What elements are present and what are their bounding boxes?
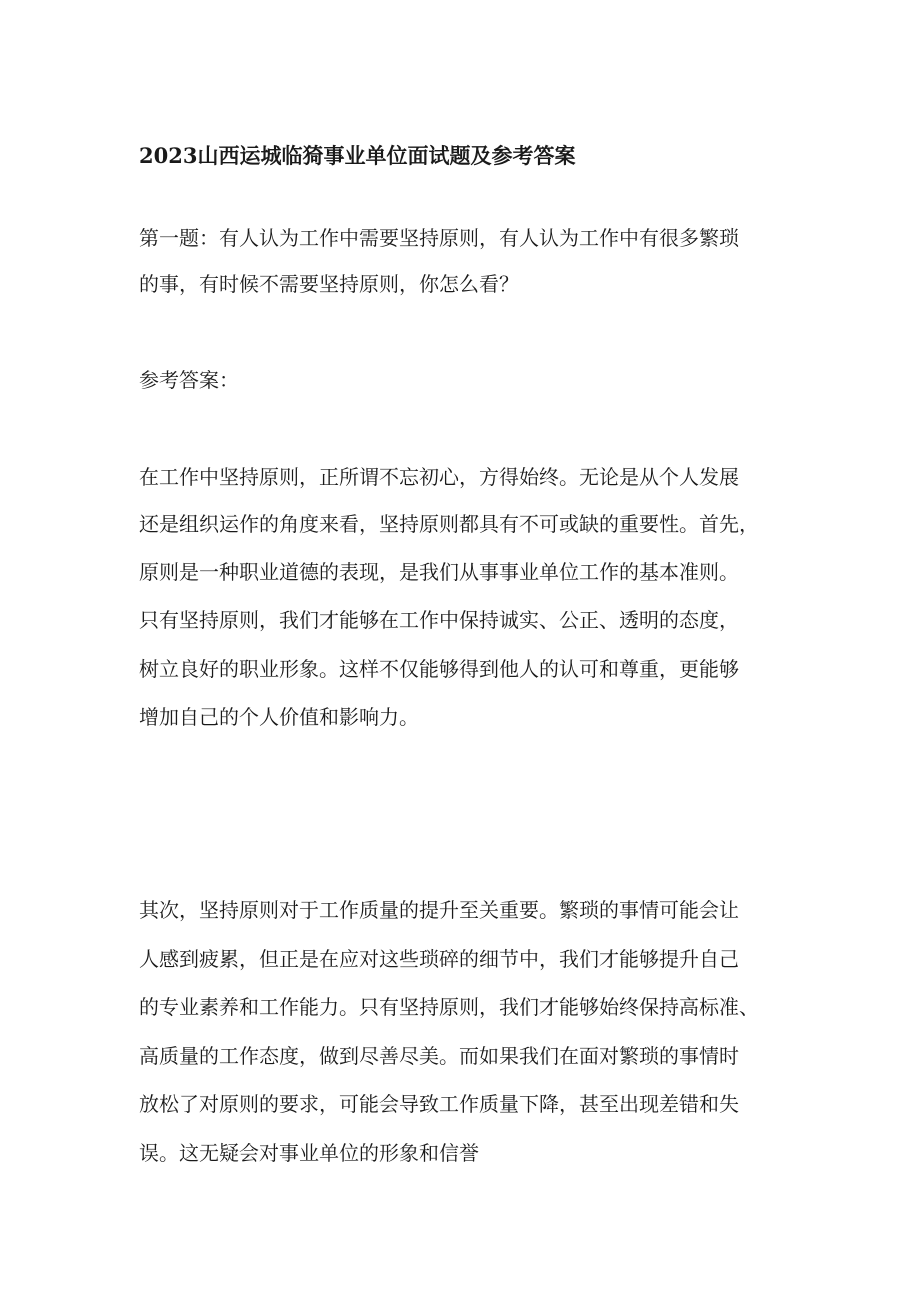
paragraph-line: 放松了对原则的要求，可能会导致工作质量下降，甚至出现差错和失 (139, 1092, 739, 1116)
paragraph-line: 的专业素养和工作能力。只有坚持原则，我们才能够始终保持高标准、 (139, 995, 759, 1019)
paragraph-line: 高质量的工作态度，做到尽善尽美。而如果我们在面对繁琐的事情时 (139, 1044, 739, 1068)
paragraph-line: 增加自己的个人价值和影响力。 (139, 705, 419, 729)
question-line: 第一题：有人认为工作中需要坚持原则，有人认为工作中有很多繁琐 (139, 226, 739, 250)
paragraph-line: 树立良好的职业形象。这样不仅能够得到他人的认可和尊重，更能够 (139, 657, 739, 681)
document-title: 2023山西运城临猗事业单位面试题及参考答案 (139, 143, 576, 168)
paragraph-line: 只有坚持原则，我们才能够在工作中保持诚实、公正、透明的态度， (139, 608, 739, 632)
answer-label: 参考答案： (139, 368, 239, 392)
paragraph-line: 误。这无疑会对事业单位的形象和信誉 (139, 1141, 479, 1165)
paragraph-line: 其次，坚持原则对于工作质量的提升至关重要。繁琐的事情可能会让 (139, 898, 739, 922)
paragraph-line: 还是组织运作的角度来看，坚持原则都具有不可或缺的重要性。首先， (139, 512, 759, 536)
paragraph-line: 在工作中坚持原则，正所谓不忘初心，方得始终。无论是从个人发展 (139, 465, 739, 489)
question-line: 的事，有时候不需要坚持原则，你怎么看？ (139, 272, 519, 296)
paragraph-line: 人感到疲累，但正是在应对这些琐碎的细节中，我们才能够提升自己 (139, 947, 739, 971)
paragraph-line: 原则是一种职业道德的表现，是我们从事事业单位工作的基本准则。 (139, 560, 739, 584)
